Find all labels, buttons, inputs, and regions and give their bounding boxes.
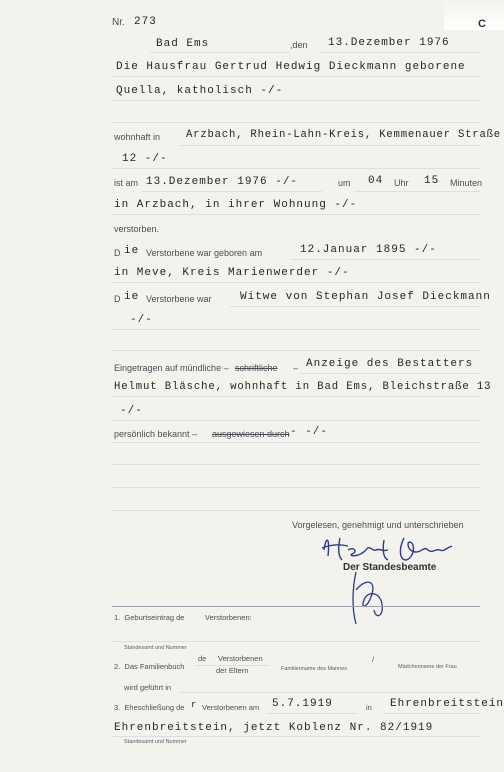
minuten-label: Minuten bbox=[450, 178, 483, 188]
rule bbox=[112, 282, 480, 283]
registry-place: Bad Ems bbox=[156, 38, 210, 50]
item2-verstorbenen: Verstorbenen bbox=[218, 654, 263, 663]
place-line bbox=[150, 52, 290, 53]
rule bbox=[112, 641, 480, 642]
item3-caption: Standesamt und Nummer bbox=[124, 739, 187, 745]
nr-label: Nr. bbox=[112, 17, 125, 28]
rule bbox=[112, 464, 480, 465]
spouse-line-2: -/- bbox=[130, 314, 153, 326]
item2-caption-husband: Familienname des Mannes bbox=[281, 666, 348, 672]
death-minutes: 15 bbox=[424, 175, 440, 187]
declarant-line-2: Quella, katholisch -/- bbox=[116, 85, 284, 97]
item1-label: 1. Geburtseintrag de bbox=[114, 613, 185, 622]
uhr-label: Uhr bbox=[394, 178, 409, 188]
rule bbox=[112, 329, 480, 330]
rule bbox=[180, 145, 480, 146]
spouse-line-1: Witwe von Stephan Josef Dieckmann bbox=[240, 291, 491, 303]
rule bbox=[112, 214, 480, 215]
den-label: ,den bbox=[290, 40, 308, 50]
item2-de: de bbox=[198, 654, 207, 663]
item2-label: 2. Das Familienbuch bbox=[114, 662, 185, 671]
rule bbox=[112, 168, 480, 169]
death-location: in Arzbach, in ihrer Wohnung -/- bbox=[114, 199, 358, 211]
rule bbox=[112, 100, 480, 101]
birth-date: 12.Januar 1895 -/- bbox=[300, 244, 437, 256]
read-approved: Vorgelesen, genehmigt und unterschrieben bbox=[292, 520, 464, 530]
birth-label-prefix: D bbox=[114, 248, 121, 258]
registration-label: Eingetragen auf mündliche – bbox=[114, 363, 229, 373]
item1-caption: Standesamt und Nummer bbox=[124, 645, 187, 651]
item2-kept: wird geführt in bbox=[124, 683, 172, 692]
spouse-label-insert: ie bbox=[124, 291, 140, 303]
registration-struck: schriftliche bbox=[235, 363, 278, 373]
item2-slash: / bbox=[372, 655, 375, 664]
verstorben-label: verstorben. bbox=[114, 224, 160, 234]
registration-line-1: Anzeige des Bestatters bbox=[306, 358, 474, 370]
item2-eltern: der Eltern bbox=[216, 666, 249, 675]
rule bbox=[112, 420, 480, 421]
item3-label: 3. Eheschließung de bbox=[114, 703, 185, 712]
rule bbox=[266, 713, 358, 714]
record-number: 273 bbox=[134, 16, 157, 28]
rule bbox=[112, 736, 480, 737]
birth-label-insert: ie bbox=[124, 245, 140, 257]
known-struck: ausgewiesen durch bbox=[212, 429, 290, 439]
marriage-date: 5.7.1919 bbox=[272, 698, 333, 710]
rule bbox=[230, 306, 480, 307]
rule bbox=[112, 487, 480, 488]
item2-caption-wife: Mädchenname der Frau bbox=[398, 664, 457, 670]
declarant-line-1: Die Hausfrau Gertrud Hedwig Dieckmann geborene bbox=[116, 61, 466, 73]
rule bbox=[300, 373, 480, 374]
rule bbox=[112, 76, 480, 77]
birth-place: in Meve, Kreis Marienwerder -/- bbox=[114, 267, 350, 279]
rule bbox=[112, 442, 480, 443]
known-label: persönlich bekannt – bbox=[114, 429, 198, 439]
rule bbox=[112, 350, 480, 351]
residence-line-1: Arzbach, Rhein-Lahn-Kreis, Kemmenauer Straße bbox=[186, 129, 501, 141]
corner-mark: C bbox=[478, 18, 486, 30]
rule bbox=[354, 191, 480, 192]
item3-r: r bbox=[191, 700, 198, 710]
registrar-signature bbox=[346, 570, 396, 626]
death-date: 13.Dezember 1976 -/- bbox=[146, 176, 299, 188]
spouse-label-prefix: D bbox=[114, 294, 121, 304]
ist-am-label: ist am bbox=[114, 178, 139, 188]
registry-date: 13.Dezember 1976 bbox=[328, 37, 450, 49]
paper-edge bbox=[444, 0, 504, 30]
item3-rest: Verstorbenen am bbox=[202, 703, 260, 712]
rule bbox=[112, 396, 480, 397]
rule bbox=[180, 692, 480, 693]
registration-line-3: -/- bbox=[120, 405, 143, 417]
date-line bbox=[320, 52, 480, 53]
item1-rest: Verstorbenen: bbox=[205, 613, 252, 622]
registration-dash: – bbox=[293, 363, 299, 373]
rule bbox=[290, 259, 480, 260]
marriage-place: Ehrenbreitstein bbox=[390, 698, 504, 710]
marriage-record: Ehrenbreitstein, jetzt Koblenz Nr. 82/1919 bbox=[114, 722, 434, 734]
birth-label: Verstorbene war geboren am bbox=[146, 248, 263, 258]
known-value: - -/- bbox=[290, 426, 329, 438]
rule bbox=[142, 191, 322, 192]
death-hour: 04 bbox=[368, 175, 384, 187]
rule bbox=[112, 122, 480, 123]
footer-rule bbox=[112, 606, 480, 607]
spouse-label: Verstorbene war bbox=[146, 294, 212, 304]
registrar-title: Der Standesbeamte bbox=[343, 562, 437, 573]
item3-in: in bbox=[366, 703, 372, 712]
registration-line-2: Helmut Bläsche, wohnhaft in Bad Ems, Bleichstraße 13 bbox=[114, 381, 492, 393]
residence-line-2: 12 -/- bbox=[122, 153, 168, 165]
rule bbox=[384, 713, 480, 714]
rule bbox=[112, 510, 480, 511]
residence-label: wohnhaft in bbox=[114, 132, 161, 142]
um-label: um bbox=[338, 178, 351, 188]
